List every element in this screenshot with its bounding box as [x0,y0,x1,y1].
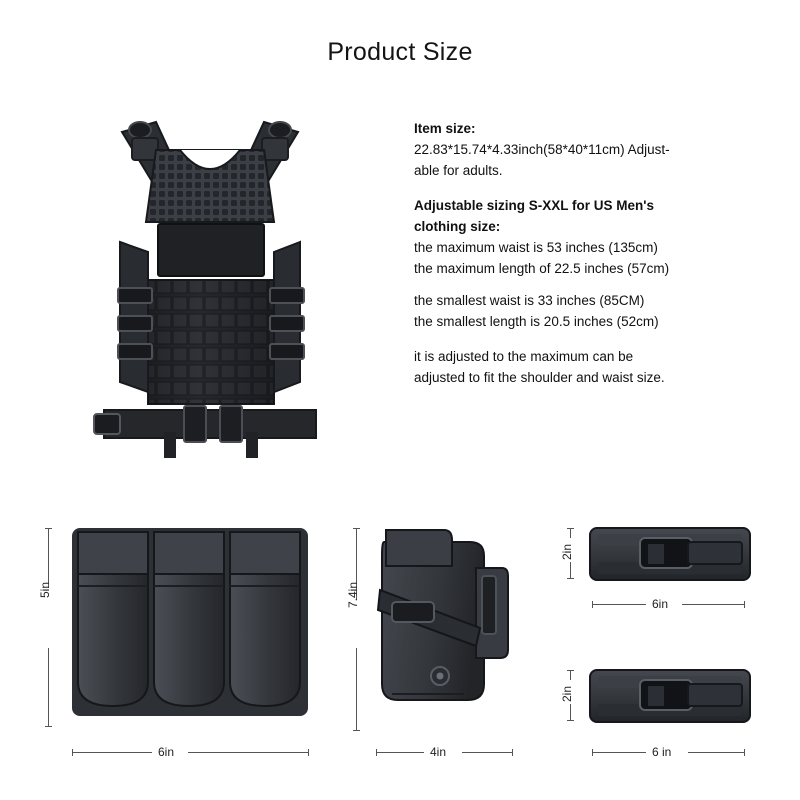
pistol-holster-image [372,524,512,729]
dimension-cap [744,749,745,756]
item-size-heading: Item size: [414,121,476,136]
dimension-cap [308,749,309,756]
dimension-cap [567,720,574,721]
single-pouch-bottom-width-label: 6 in [652,745,672,759]
holster-width-label: 4in [430,745,447,759]
single-pouch-top-image [588,524,752,584]
dimension-line [356,648,357,730]
adjust-note-line-2: adjusted to fit the shoulder and waist size. [414,370,665,385]
dimension-cap [567,670,574,671]
dimension-cap [567,578,574,579]
dimension-line [682,604,744,605]
item-size-line-1: 22.83*15.74*4.33inch(58*40*11cm) Adjust- [414,142,670,157]
triple-pouch-height-label: 5in [38,581,52,598]
holster-height-label: 7.4in [346,581,360,608]
tactical-vest-image [60,92,360,472]
item-size-line-2: able for adults. [414,163,503,178]
dimension-line [48,648,49,726]
single-pouch-top-height-label: 2in [560,543,574,560]
dimension-cap [353,528,360,529]
single-pouch-bottom-height-label: 2in [560,685,574,702]
dimension-line [592,604,646,605]
dimension-cap [744,601,745,608]
dimension-line [570,528,571,538]
dimension-cap [376,749,377,756]
single-pouch-top-width-label: 6in [652,597,669,611]
accessories-section [0,500,800,800]
adjustment-note-block [414,346,774,388]
dimension-line [570,670,571,680]
dimension-cap [45,528,52,529]
dimension-cap [45,726,52,727]
sizing-heading-line-1: Adjustable sizing S-XXL for US Men's [414,198,654,213]
dimension-line [570,562,571,578]
dimension-line [188,752,308,753]
sizing-heading-line-2: clothing size: [414,219,501,234]
min-length-line: the smallest length is 20.5 inches (52cm) [414,314,659,329]
dimension-cap [353,730,360,731]
adjustable-sizing-block [414,195,774,332]
item-size-block [414,118,774,181]
triple-magazine-pouch-image [70,524,310,724]
dimension-cap [567,528,574,529]
max-waist-line: the maximum waist is 53 inches (135cm) [414,240,658,255]
single-pouch-bottom-image [588,666,752,726]
dimension-line [72,752,152,753]
dimension-line [48,528,49,588]
adjust-note-line-1: it is adjusted to the maximum can be [414,349,634,364]
specifications-text [414,118,774,388]
dimension-cap [512,749,513,756]
dimension-line [376,752,424,753]
max-length-line: the maximum length of 22.5 inches (57cm) [414,261,670,276]
dimension-line [688,752,744,753]
product-overview-section [0,82,800,492]
min-waist-line: the smallest waist is 33 inches (85CM) [414,293,645,308]
dimension-cap [592,601,593,608]
page-title: Product Size [327,38,473,66]
dimension-line [592,752,646,753]
spacer [414,279,774,290]
dimension-cap [72,749,73,756]
dimension-cap [592,749,593,756]
dimension-line [570,704,571,720]
dimension-line [462,752,512,753]
triple-pouch-width-label: 6in [158,745,175,759]
